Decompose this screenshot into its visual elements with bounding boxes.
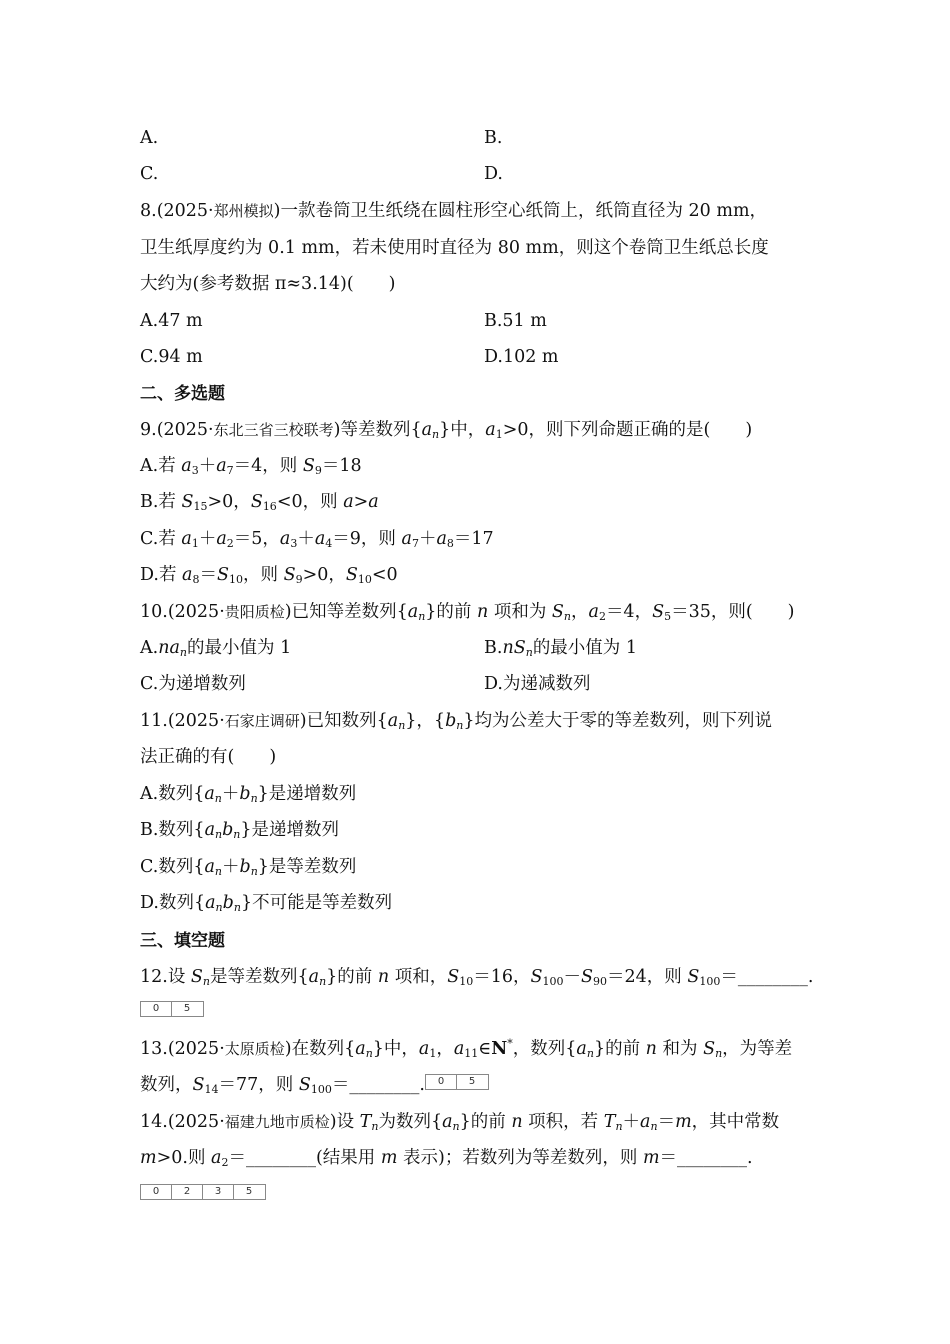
q11-stem-line2: 法正确的有( )	[140, 747, 277, 767]
q9-option-d: D.若 $a_8=S_{10}$，则 $S_9>0$，$S_{10}<0$	[140, 565, 398, 586]
q8-option-b: B.51 m	[484, 311, 547, 331]
q11-option-b: B.数列$\{a_nb_n\}$是递增数列	[140, 820, 340, 841]
score-cell[interactable]: 0	[152, 1186, 160, 1197]
score-cell[interactable]: 0	[152, 1003, 160, 1014]
q11-option-d: D.数列$\{a_nb_n\}$不可能是等差数列	[140, 893, 393, 914]
q8-stem-line2: 卫生纸厚度约为 0.1 mm，若未使用时直径为 80 mm，则这个卷筒卫生纸总长度	[140, 238, 769, 258]
q8-stem-line3: 大约为(参考数据 π≈3.14)( )	[140, 274, 396, 294]
q7-option-d: D.	[484, 164, 503, 184]
q13-stem-line2: 数列，$S_{14}=77$，则 $S_{100}=\_\_\_\_\_\_\_\_$.	[140, 1075, 425, 1096]
q9-stem: 9.(2025·东北三省三校联考)等差数列$\{a_n\}$中，$a_1>0$，则下列命题正确的是( )	[140, 420, 753, 441]
q13-score-box	[425, 1074, 489, 1090]
q11-option-a: A.数列$\{a_n+b_n\}$是递增数列	[140, 784, 357, 805]
score-cell[interactable]: 5	[456, 1075, 487, 1089]
q8-option-c: C.94 m	[140, 347, 203, 367]
q14-stem-line2: m>0.则 $a_2=\_\_\_\_\_\_\_\_$(结果用 m 表示)；若数列为等差数列，则 m＝________.	[140, 1148, 753, 1169]
score-cell[interactable]: 5	[233, 1185, 264, 1199]
score-cell[interactable]: 5	[171, 1002, 202, 1016]
q7-option-b: B.	[484, 128, 503, 148]
q11-option-c: C.数列$\{a_n+b_n\}$是等差数列	[140, 857, 357, 878]
q10-option-c: C.为递增数列	[140, 674, 246, 694]
q8-stem-line1: 8.(2025·郑州模拟)一款卷筒卫生纸绕在圆柱形空心纸筒上，纸筒直径为 20 mm，	[140, 201, 768, 221]
q14-stem-line1: 14.(2025·福建九地市质检)设 $T_n$为数列$\{a_n\}$的前 n 项积，若 $T_n+a_n=m$，其中常数	[140, 1112, 780, 1133]
q9-option-b: B.若 $S_{15}>0$，$S_{16}<0$，则 a>a	[140, 492, 379, 513]
score-cell[interactable]: 0	[437, 1076, 445, 1087]
q13-stem-line1: 13.(2025·太原质检)在数列$\{a_n\}$中，$a_1$，$a_{11}\in N^*$，数列$\{a_n\}$的前 n 和为 $S_n$，为等差	[140, 1037, 793, 1060]
q9-option-a: A.若 $a_3+a_7=4$，则 $S_9=18$	[140, 456, 362, 477]
section-heading-multiple-choice: 二、多选题	[140, 384, 225, 404]
q9-option-c: C.若 $a_1+a_2=5$，$a_3+a_4=9$，则 $a_7+a_8=17$	[140, 529, 494, 550]
q10-option-b: $B.nS_n$的最小值为 1	[484, 638, 638, 659]
q14-score-box	[140, 1184, 266, 1200]
q7-option-c: C.	[140, 164, 159, 184]
q10-stem: 10.(2025·贵阳质检)已知等差数列$\{a_n\}$的前 n 项和为 $S_n$，$a_2=4$，$S_5=35$，则( )	[140, 602, 795, 623]
q8-option-d: D.102 m	[484, 347, 559, 367]
section-heading-fill-in: 三、填空题	[140, 931, 225, 951]
q7-option-a: A.	[140, 128, 159, 148]
q12-stem: 12.设 $S_n$是等差数列$\{a_n\}$的前 n 项和，$S_{10}=16$，$S_{100}-S_{90}=24$，则 $S_{100}=\_\_\_\_\_\_\_\_$.	[140, 967, 814, 988]
score-cell[interactable]: 2	[171, 1185, 202, 1199]
q12-score-box	[140, 1001, 204, 1017]
q10-option-a: $A.na_n$的最小值为 1	[140, 638, 292, 659]
q8-option-a: A.47 m	[140, 311, 203, 331]
q10-option-d: D.为递减数列	[484, 674, 591, 694]
q11-stem-line1: 11.(2025·石家庄调研)已知数列$\{a_n\}$，$\{b_n\}$均为公差大于零的等差数列，则下列说	[140, 711, 772, 732]
score-cell[interactable]: 3	[202, 1185, 233, 1199]
